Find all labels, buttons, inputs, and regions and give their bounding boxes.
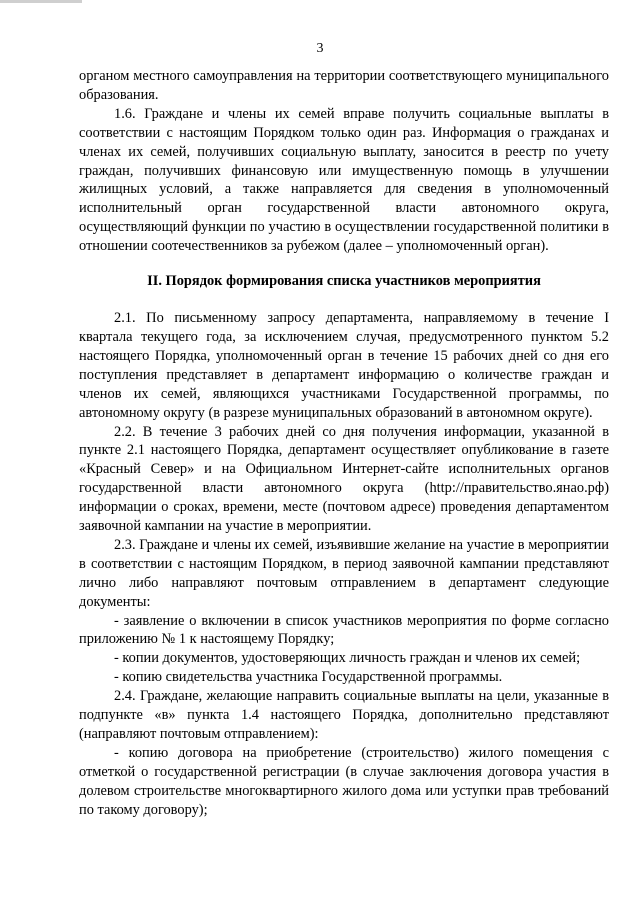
paragraph-continuation: органом местного самоуправления на территории соответствующего муниципального образования.: [79, 68, 609, 103]
paragraph-1-6: 1.6. Граждане и члены их семей вправе получить социальные выплаты в соответствии с настоящим Порядком только один раз. Информация о гражданах и членах их семей, получивших социальную выплату, заносится в реестр по учету граждан, получивших финансовую или имущественную помощь в улучшении жилищных условий, а также направляется для сведения в уполномоченный исполнительный орган государственной власти автономного округа, осуществляющий функции по участию в осуществлении государственной политики в отношении соотечественников за рубежом (далее – уполномоченный орган).: [79, 105, 609, 255]
list-item: - заявление о включении в список участников мероприятия по форме согласно приложению № 1 к настоящему Порядку;: [79, 612, 609, 648]
paragraph-2-3: 2.3. Граждане и члены их семей, изъявившие желание на участие в мероприятии в соответствии с настоящим Порядком, в период заявочной кампании представляют лично либо направляют почтовым отправлением в департамент следующие документы:: [79, 536, 609, 610]
paragraph-2-2: 2.2. В течение 3 рабочих дней со дня получения информации, указанной в пункте 2.1 настоящего Порядка, департамент осуществляет опубликование в газете «Красный Север» и на Официальном Интернет-сайте исполнительных органов государственной власти автономного округа (http://правительство.янао.рф) информации о сроках, времени, месте (почтовом адресе) проведения департаментом заявочной кампании на участие в мероприятии.: [79, 423, 609, 535]
section-heading: II. Порядок формирования списка участников мероприятия: [147, 273, 541, 290]
paragraph-2-4: 2.4. Граждане, желающие направить социальные выплаты на цели, указанные в подпункте «в» пункта 1.4 настоящего Порядка, дополнительно представляют (направляют почтовым отправлением):: [79, 688, 609, 742]
document-body: [79, 67, 609, 820]
scan-edge-line: [0, 0, 82, 3]
list-item: - копию свидетельства участника Государственной программы.: [114, 669, 503, 686]
list-item: - копию договора на приобретение (строительство) жилого помещения с отметкой о государственной регистрации (в случае заключения договора участия в долевом строительстве многоквартирного жилого дома или уступки прав требований по такому договору);: [79, 744, 609, 818]
list-item: - копии документов, удостоверяющих личность граждан и членов их семей;: [114, 650, 581, 667]
page-number: 3: [316, 41, 324, 56]
paragraph-2-1: 2.1. По письменному запросу департамента, направляемому в течение I квартала текущего года, за исключением случая, предусмотренного пунктом 5.2 настоящего Порядка, уполномоченный орган в течение 15 рабочих дней со дня его поступления представляет в департамент информацию о количестве граждан и членов их семей, являющихся участниками Государственной программы, по автономному округу (в разрезе муниципальных образований в автономном округе).: [79, 310, 609, 421]
